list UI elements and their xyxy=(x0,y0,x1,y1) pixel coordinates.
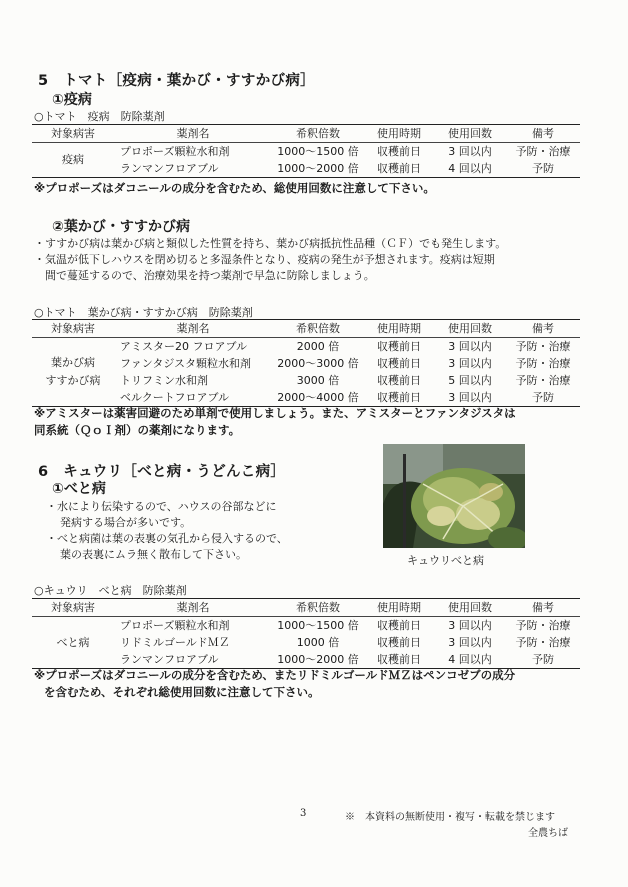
table-row xyxy=(32,143,580,161)
timing-cell: 収穫前日 xyxy=(364,389,434,407)
remark-cell: 予防・治療 xyxy=(515,373,571,387)
disease-label: すすかび病 xyxy=(45,374,101,387)
bullet-line: ・べと病菌は葉の表裏の気孔から侵入するので、 xyxy=(46,532,288,545)
table-row xyxy=(32,651,580,669)
copyright-notice: ※ 本資料の無断使用・複写・転載を禁じます xyxy=(345,812,555,823)
header-cell: 使用時期 xyxy=(364,125,434,143)
drug-cell: ベルクートフロアブル xyxy=(114,389,272,407)
dilution-cell: 2000 倍 xyxy=(296,339,340,353)
dilution-cell: 2000～3000 倍 xyxy=(277,356,359,370)
table-header-row xyxy=(32,125,580,143)
table2-note: 同系統（ＱｏＩ剤）の薬剤になります。 xyxy=(34,423,241,437)
section5-sub2-heading: ②葉かび・すすかび病 xyxy=(52,219,190,235)
timing-cell: 収穫前日 xyxy=(377,339,421,353)
table-row xyxy=(32,338,580,356)
count-cell: 3 回以内 xyxy=(448,144,492,158)
header-cell: 対象病害 xyxy=(32,320,114,338)
header-cell: 薬剤名 xyxy=(114,599,272,617)
count-cell: 3 回以内 xyxy=(448,635,492,649)
dilution-cell: 3000 倍 xyxy=(296,373,340,387)
table1 xyxy=(32,124,580,178)
dilution-cell: 1000 倍 xyxy=(296,635,340,649)
count-cell: 4 回以内 xyxy=(434,160,506,178)
bullet-line: ・気温が低下しハウスを閉め切ると多湿条件となり、疫病の発生が予想されます。疫病は短期 xyxy=(34,253,495,266)
count-cell: 3 回以内 xyxy=(448,618,492,632)
table-row xyxy=(32,372,580,389)
header-cell: 備考 xyxy=(506,320,580,338)
remark-cell: 予防 xyxy=(506,160,580,178)
section6-heading: 6 キュウリ［べと病・うどんこ病］ xyxy=(38,464,286,480)
section5-sub1-heading: ①疫病 xyxy=(52,92,92,108)
table-row xyxy=(32,634,580,651)
count-cell: 4 回以内 xyxy=(434,651,506,669)
header-cell: 使用時期 xyxy=(364,320,434,338)
table-row xyxy=(32,355,580,372)
bullet-line: 間で蔓延するので、治療効果を持つ薬剤で早急に防除しましょう。 xyxy=(45,269,375,282)
disease-cell: べと病 xyxy=(32,617,114,669)
timing-cell: 収穫前日 xyxy=(377,144,421,158)
dilution-cell: 1000～2000 倍 xyxy=(272,651,364,669)
header-cell: 薬剤名 xyxy=(114,320,272,338)
table-header-row xyxy=(32,599,580,617)
dilution-cell: 1000～1500 倍 xyxy=(277,618,359,632)
timing-cell: 収穫前日 xyxy=(377,356,421,370)
count-cell: 3 回以内 xyxy=(448,339,492,353)
dilution-cell: 1000～2000 倍 xyxy=(272,160,364,178)
timing-cell: 収穫前日 xyxy=(377,373,421,387)
header-cell: 希釈倍数 xyxy=(272,125,364,143)
table3-caption: ○キュウリ べと病 防除薬剤 xyxy=(34,584,187,597)
remark-cell: 予防・治療 xyxy=(515,144,571,158)
drug-cell: ランマンフロアブル xyxy=(114,651,272,669)
bullet-line: 葉の表裏にムラ無く散布して下さい。 xyxy=(60,548,247,561)
remark-cell: 予防・治療 xyxy=(515,356,571,370)
table-row xyxy=(32,617,580,635)
table3 xyxy=(32,598,580,669)
header-cell: 対象病害 xyxy=(32,125,114,143)
remark-cell: 予防・治療 xyxy=(515,339,571,353)
drug-cell: トリフミン水和剤 xyxy=(120,373,208,387)
drug-cell: リドミルゴールドＭＺ xyxy=(120,635,230,649)
drug-cell: ランマンフロアブル xyxy=(114,160,272,178)
dilution-cell: 2000～4000 倍 xyxy=(272,389,364,407)
timing-cell: 収穫前日 xyxy=(377,635,421,649)
header-cell: 使用時期 xyxy=(364,599,434,617)
organization-name: 全農ちば xyxy=(528,828,568,839)
drug-cell: プロポーズ顆粒水和剤 xyxy=(120,144,230,158)
header-cell: 備考 xyxy=(506,599,580,617)
table2 xyxy=(32,319,580,407)
header-cell: 備考 xyxy=(506,125,580,143)
section5-heading: 5 トマト［疫病・葉かび・すすかび病］ xyxy=(38,73,315,89)
table1-caption: ○トマト 疫病 防除薬剤 xyxy=(34,110,165,123)
header-cell: 薬剤名 xyxy=(114,125,272,143)
table-row xyxy=(32,160,580,178)
header-cell: 使用回数 xyxy=(434,320,506,338)
drug-cell: ファンタジスタ顆粒水和剤 xyxy=(120,356,252,370)
header-cell: 希釈倍数 xyxy=(272,320,364,338)
cucumber-downy-mildew-photo xyxy=(383,444,525,548)
section6-sub1-heading: ①べと病 xyxy=(52,481,106,497)
header-cell: 希釈倍数 xyxy=(272,599,364,617)
count-cell: 5 回以内 xyxy=(448,373,492,387)
drug-cell: プロポーズ顆粒水和剤 xyxy=(120,618,230,632)
header-cell: 使用回数 xyxy=(434,125,506,143)
count-cell: 3 回以内 xyxy=(448,356,492,370)
remark-cell: 予防 xyxy=(506,389,580,407)
table3-note: ※プロポーズはダコニールの成分を含むため、またリドミルゴールドＭＺはペンコゼブの成分 xyxy=(34,668,516,682)
timing-cell: 収穫前日 xyxy=(364,651,434,669)
remark-cell: 予防 xyxy=(506,651,580,669)
disease-cell: 疫病 xyxy=(32,143,114,178)
drug-cell: アミスター20 フロアブル xyxy=(120,339,248,353)
table2-caption: ○トマト 葉かび病・すすかび病 防除薬剤 xyxy=(34,306,253,319)
bullet-line: 発病する場合が多いです。 xyxy=(60,516,192,529)
page-number: 3 xyxy=(300,808,307,819)
remark-cell: 予防・治療 xyxy=(515,635,571,649)
header-cell: 対象病害 xyxy=(32,599,114,617)
timing-cell: 収穫前日 xyxy=(364,160,434,178)
bullet-line: ・水により伝染するので、ハウスの谷部などに xyxy=(46,500,277,513)
table2-note: ※アミスターは薬害回避のため単剤で使用しましょう。また、アミスターとファンタジスタは xyxy=(34,406,516,420)
photo-caption: キュウリべと病 xyxy=(407,554,484,567)
bullet-line: ・すすかび病は葉かび病と類似した性質を持ち、葉かび病抵抗性品種（ＣＦ）でも発生します。 xyxy=(34,237,507,250)
table3-note: を含むため、それぞれ総使用回数に注意して下さい。 xyxy=(44,685,320,699)
table1-note: ※プロポーズはダコニールの成分を含むため、総使用回数に注意して下さい。 xyxy=(34,181,435,195)
timing-cell: 収穫前日 xyxy=(377,618,421,632)
remark-cell: 予防・治療 xyxy=(515,618,571,632)
table-header-row xyxy=(32,320,580,338)
table-row xyxy=(32,389,580,407)
header-cell: 使用回数 xyxy=(434,599,506,617)
disease-label: 葉かび病 xyxy=(51,356,95,369)
count-cell: 3 回以内 xyxy=(434,389,506,407)
dilution-cell: 1000～1500 倍 xyxy=(277,144,359,158)
disease-cell xyxy=(32,338,114,407)
